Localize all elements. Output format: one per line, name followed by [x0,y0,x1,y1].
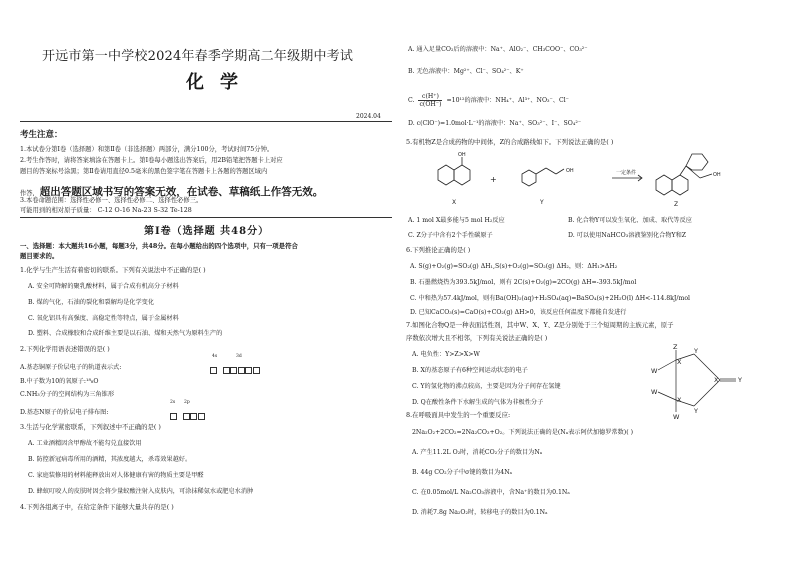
q7-w2-label: W [651,388,658,396]
q7-y3-label: Y [738,376,742,384]
q3-option-a: A. 工业酒精因含甲醇故不能勾兑直接饮用 [28,440,142,447]
notice-line-1: 1.本试卷分第Ⅰ卷（选择题）和第Ⅱ卷（非选择题）两部分，满分100分，考试时间75分钟。 [20,146,274,153]
q6-option-c: C. 中和热为57.4kJ/mol，则有Ba(OH)₂(aq)+H₂SO₄(aq)=BaSO₄(s)+2H₂O(l) ΔH<-114.8kJ/mol [410,295,691,302]
section-intro-line-1: 一、选择题：本大题共16小题，每题3分，共48分。在每小题给出的四个选项中，只有一项是符合 [20,242,298,250]
q4c-rest: =10¹²的溶液中：NH₄⁺、Al³⁺、NO₃⁻、Cl⁻ [446,97,569,104]
question-7-stem-line-1: 7.如图化合物Q是一种表面活性剂，其中W、X、Y、Z是分别处于三个短周期的主族元素，原子 [406,321,674,329]
question-8-stem: 8.在呼吸面具中发生的一个重要反应: [406,411,511,419]
question-6-stem: 6.下列推论正确的是( ) [406,246,471,254]
exam-date: 2024.04 [356,113,381,120]
q5-option-a: A. 1 mol X最多能与5 mol H₂反应 [408,217,505,224]
q8-equation: 2Na₂O₂+2CO₂=2Na₂CO₃+O₂。下列说法正确的是(Nₐ表示阿伏加德罗常数)( ) [412,429,634,436]
question-1-stem: 1.化学与生产生活有着密切的联系。下列有关说法中不正确的是( ) [20,266,206,274]
y-oh-label: OH [566,168,574,174]
q5-option-c: C. Z分子中含有2个手性碳原子 [408,232,493,239]
q1-option-b: B. 煤的气化，石油的裂化和裂解均是化学变化 [28,299,155,306]
q2-option-d: D.基态N原子的价层电子排布图: [20,409,109,416]
q5-synthesis-scheme [430,148,760,208]
q8-option-d: D. 消耗7.8g Na₂O₂时，转移电子的数目为0.1Nₐ [412,509,548,516]
exam-title: 开远市第一中学校2024年春季学期高二年级期中考试 [42,49,354,64]
q4c-numerator: c(H⁺) [418,93,442,101]
q2a-orbital-diagram [210,360,260,379]
question-7-stem-line-2: 序数依次增大且不相邻，下列有关说法正确的是( ) [406,334,548,342]
header-rule [20,121,392,122]
q4c-label: C. [408,97,415,104]
q7-option-c: C. Y的氢化物的沸点较高，主要是因为分子间存在氢键 [412,383,561,390]
question-2-stem: 2.下列化学用语表述错误的是( ) [20,345,110,353]
question-4-stem: 4.下列各组离子中，在给定条件下能够大量共存的是( ) [20,503,174,511]
z-oh-label: OH [713,172,721,178]
q7-z-label: Z [673,343,678,351]
section-intro-line-2: 题目要求的。 [20,252,59,260]
q4-option-b: B. 无色溶液中：Mg²⁺、Cl⁻、SO₄²⁻、K⁺ [408,68,524,75]
q2-option-a: A.基态铜原子价层电子的轨道表示式: [20,364,122,371]
compound-z-label: Z [674,201,679,208]
q3-option-c: C. 家庭装修用的材料能释放出对人体健康有害的物质主要是甲醛 [28,472,204,479]
q2d-2p-label: 2p [184,400,190,405]
plus-sign: + [490,175,497,184]
q3-option-b: B. 防控新冠病毒所用的酒精，其浓度越大，杀毒效果越好。 [28,456,192,463]
q3-option-d: D. 蜂蚁叮咬人的皮肤时因会将少量蚁酸注射入皮肤内，可涂抹稀氨水或肥皂水消肿 [28,488,254,495]
atomic-masses: 可能用到的相对原子质量： C-12 O-16 Na-23 S-32 Te-128 [20,207,192,214]
q2a-4s-label: 4s [212,354,218,359]
q6-option-b: B. 石墨燃烧热为393.5kJ/mol，则有 2C(s)+O₂(g)=2CO(g) ΔH=-393.5kJ/mol [410,279,637,286]
q7-option-b: B. X的基态原子有6种空间运动状态的电子 [412,367,528,374]
question-5-stem: 5.有机物Z是合成药物的中间体，Z的合成路线如下。下列说法正确的是( ) [406,138,614,146]
q7-structure-diagram [638,340,768,420]
notice-emphasis: 超出答题区域书写的答案无效，在试卷、草稿纸上作答无效。 [39,186,324,198]
q7-x3-label: X [714,376,719,384]
x-oh-label: OH [458,152,466,158]
q7-y1-label: Y [694,347,698,355]
q1-option-a: A. 安全可降解的聚乳酸材料，属于合成有机高分子材料 [28,283,179,290]
q7-option-a: A. 电负性：Y>Z>X>W [412,351,480,358]
notice-heading: 考生注意： [20,130,63,140]
notice-prefix: 作答, [20,190,35,197]
q7-x1-label: X [677,358,682,366]
q2d-orbital-diagram [170,406,205,425]
subject-title: 化学 [186,72,254,93]
q5-option-b: B. 化合物Y可以发生氧化、加成、取代等反应 [568,217,692,224]
q1-option-d: D. 塑料、合成橡胶和合成纤维主要是以石油、煤和天然气为原料生产的 [28,330,223,337]
q2-option-c: C.NH₃分子的空间结构为三角锥形 [20,391,115,398]
q7-y2-label: Y [694,407,698,415]
reaction-condition: 一定条件 [616,170,637,176]
q7-w3-label: W [673,413,680,420]
q4-option-c [408,93,569,108]
q8-option-b: B. 44g CO₂分子中σ键的数目为4Nₐ [412,469,513,476]
q7-w1-label: W [651,367,658,375]
q2-option-b: B.中子数为10的氧原子:¹⁸₈O [20,378,99,385]
notice-rule [20,217,392,218]
q8-option-a: A. 产生11.2L O₂时，消耗CO₂分子的数目为Nₐ [412,449,543,456]
q5-option-d: D. 可以使用NaHCO₃溶液鉴别化合物Y和Z [568,232,687,239]
question-3-stem: 3.生活与化学紧密联系，下列叙述中不正确的是( ) [20,423,161,431]
q6-option-a: A. S(g)+O₂(g)=SO₂(g) ΔH₁,S(s)+O₂(g)=SO₂(g) ΔH₂，则：ΔH₁>ΔH₂ [410,263,618,270]
q4-option-a: A. 通入足量CO₂后的溶液中：Na⁺、AlO₂⁻、CH₃COO⁻、CO₃²⁻ [408,46,588,53]
q4c-fraction [418,93,442,108]
compound-y-label: Y [540,199,544,206]
q6-option-d: D. 已知CaCO₃(s)=CaO(s)+CO₂(g) ΔH>0，该反应任何温度下都能自发进行 [410,309,627,316]
notice-line-5: 3.本卷命题范围：选择性必修一、选择性必修二、选择性必修三。 [20,197,203,204]
q7-x2-label: X [677,396,682,404]
q2d-2s-label: 2s [170,400,176,405]
q2a-3d-label: 3d [236,354,242,359]
compound-x-label: X [452,199,457,206]
section-title: 第Ⅰ卷（选择题 共48分） [144,226,270,237]
notice-line-3: 题目的答案标号涂黑；第Ⅱ卷请用直径0.5毫米的黑色签字笔在答题卡上各题的答题区域内 [20,168,268,175]
q8-option-c: C. 在0.05mol/L Na₂CO₃溶液中，含Na⁺的数目为0.1Nₐ [412,489,570,496]
q7-option-d: D. Q在酸性条件下水解生成的气体为非极性分子 [412,399,544,406]
q1-option-c: C. 氧化铝具有高强度、高稳定性等特点，属于金属材料 [28,315,179,322]
q4c-denominator: c(OH⁻) [419,101,442,108]
q4-option-d: D. c(ClO⁻)=1.0mol·L⁻¹的溶液中：Na⁺、SO₃²⁻、I⁻、SO₄²⁻ [408,120,582,127]
notice-line-2: 2.考生作答时，请将答案填涂在答题卡上。第Ⅰ卷每小题选出答案后，用2B铅笔把答题卡上对应 [20,157,283,164]
